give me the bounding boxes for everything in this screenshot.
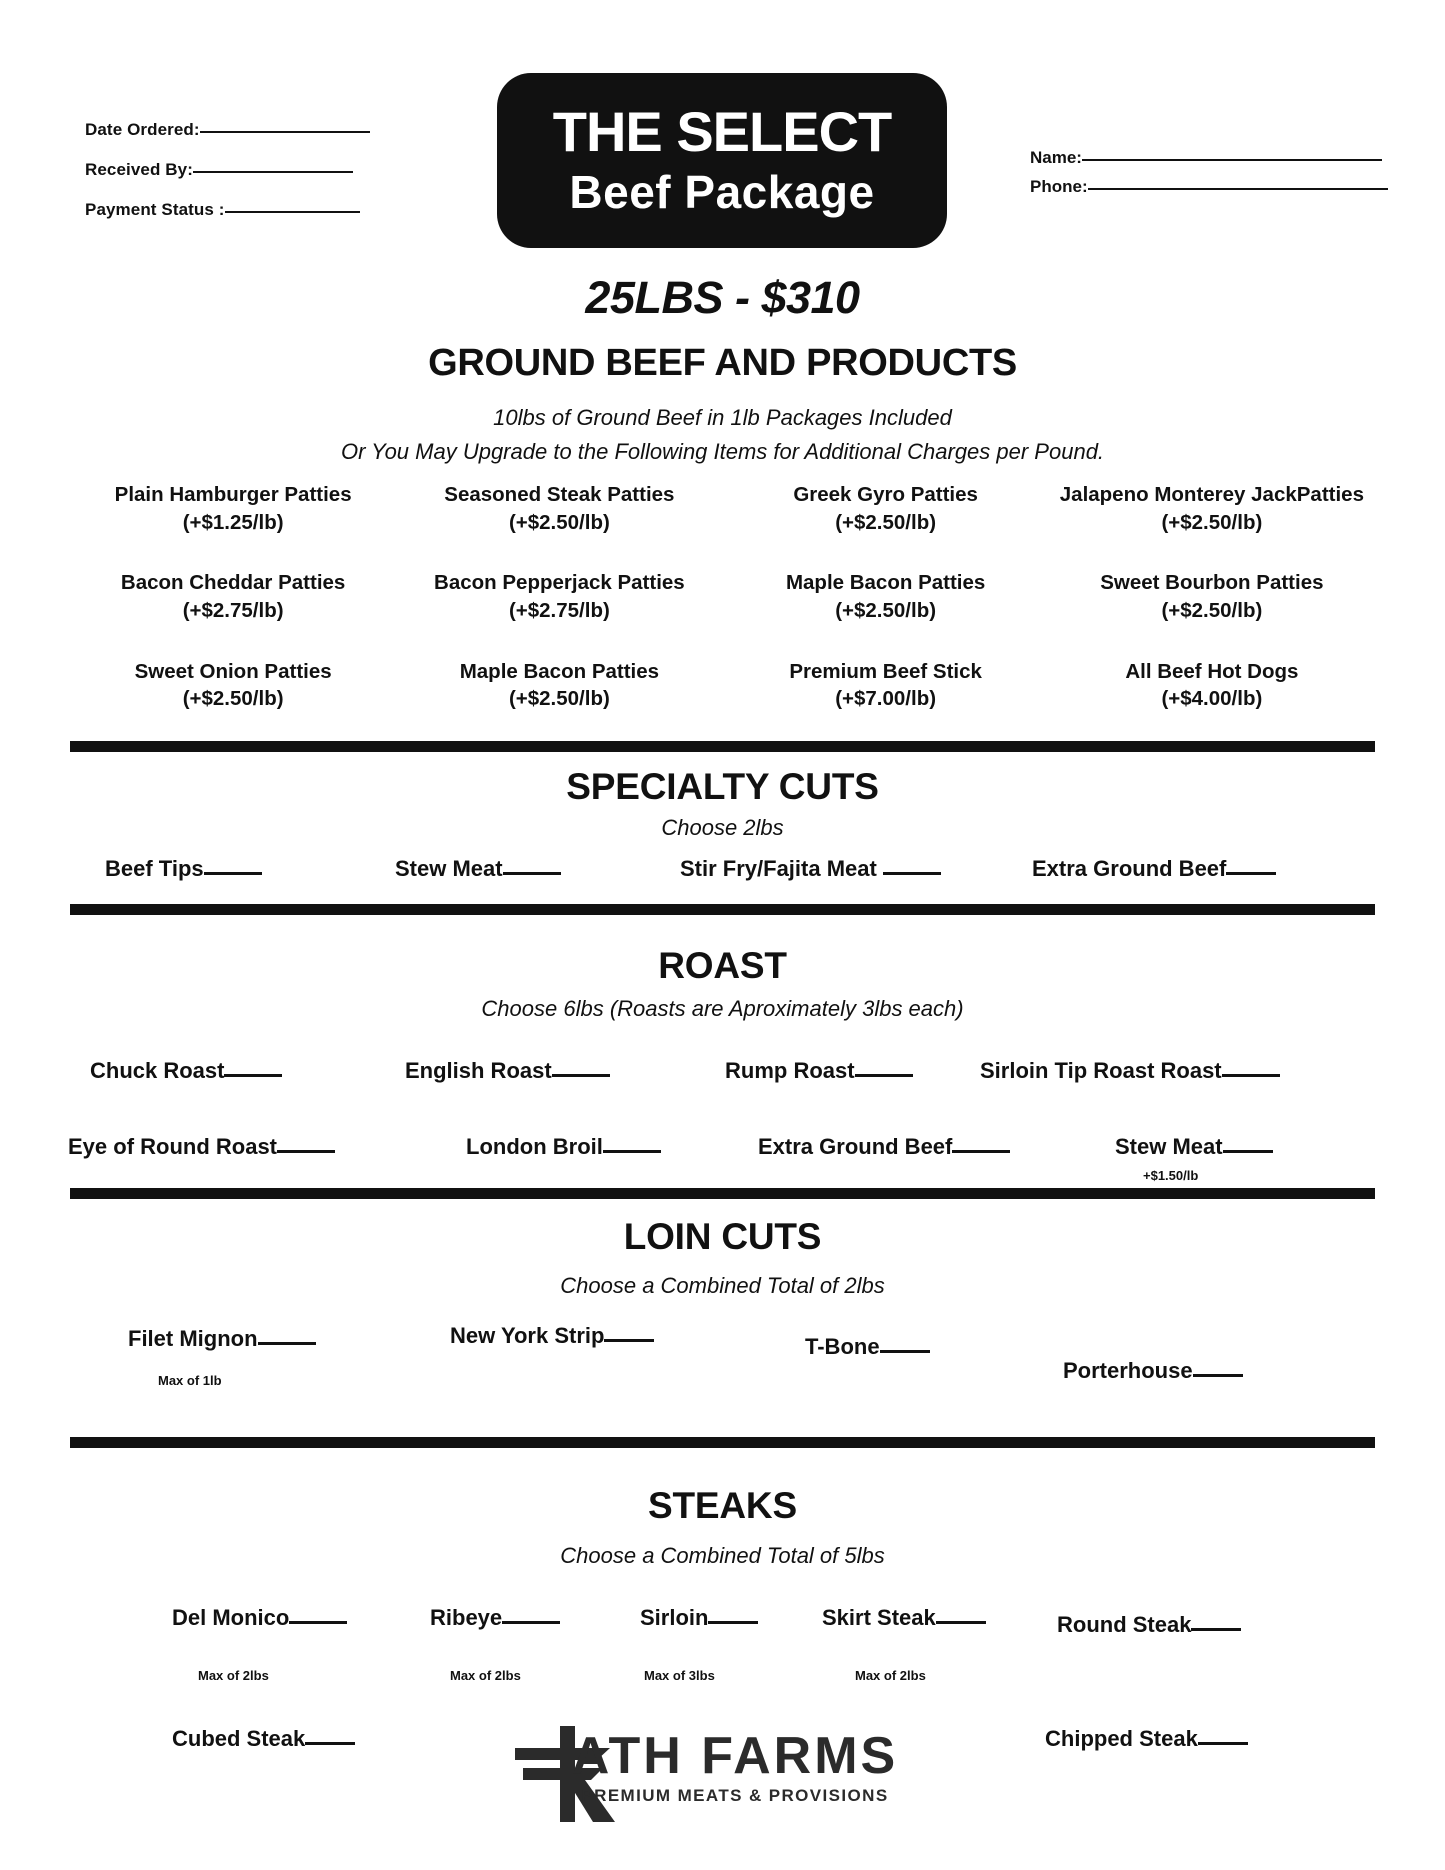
payment-status-blank[interactable] [225,211,360,213]
option-label: Sirloin Tip Roast Roast [980,1058,1222,1083]
option-porterhouse[interactable] [1063,1358,1243,1384]
option-blank[interactable] [224,1074,282,1077]
option-ribeye[interactable] [430,1605,560,1631]
option-beef-tips[interactable] [105,856,262,882]
received-by-field[interactable] [85,160,425,180]
filet-mignon-max-note: Max of 1lb [158,1373,222,1388]
patty-price: (+$2.50/lb) [1161,598,1263,622]
option-filet-mignon[interactable] [128,1326,316,1352]
option-label: London Broil [466,1134,603,1159]
badge-line-2: Beef Package [569,165,875,218]
patty-price: (+$2.50/lb) [508,687,610,711]
skirt-steak-max-note: Max of 2lbs [855,1668,926,1683]
option-blank[interactable] [502,1621,560,1624]
patty-option[interactable] [1049,482,1375,537]
option-label: English Roast [405,1058,552,1083]
option-sirloin[interactable] [640,1605,758,1631]
stew-meat-upcharge-note: +$1.50/lb [1143,1168,1199,1183]
option-stew-meat[interactable] [1115,1134,1273,1160]
patty-name: Greek Gyro Patties [793,483,978,506]
patty-option[interactable] [70,482,396,537]
loin-cuts-sub: Choose a Combined Total of 2lbs [560,1273,885,1298]
patty-name: Maple Bacon Patties [459,659,660,683]
option-blank[interactable] [880,1350,930,1353]
date-ordered-blank[interactable] [200,131,370,133]
ground-beef-heading: GROUND BEEF AND PRODUCTS [428,342,1017,384]
option-blank[interactable] [258,1342,316,1345]
option-label: Stew Meat [1115,1134,1223,1159]
name-field[interactable] [1030,148,1420,168]
patty-option[interactable] [396,570,722,625]
phone-field[interactable] [1030,177,1420,197]
patty-name: Sweet Onion Patties [134,659,332,683]
section-divider [70,904,1375,915]
option-stew-meat[interactable] [395,856,561,882]
option-blank[interactable] [952,1150,1010,1153]
option-blank[interactable] [1191,1628,1241,1631]
patty-price: (+$2.50/lb) [508,510,610,534]
option-blank[interactable] [277,1150,335,1153]
option-label: Eye of Round Roast [68,1134,278,1159]
option-label: New York Strip [450,1323,605,1348]
patty-name: Seasoned Steak Patties [444,483,675,506]
option-blank[interactable] [1226,872,1276,875]
ribeye-max-note: Max of 2lbs [450,1668,521,1683]
option-rump-roast[interactable] [725,1058,913,1084]
del-monico-max-note: Max of 2lbs [198,1668,269,1683]
option-extra-ground-beef[interactable] [1032,856,1276,882]
patty-name: Bacon Cheddar Patties [120,571,346,595]
option-chuck-roast[interactable] [90,1058,282,1084]
name-label: Name: [1030,148,1082,167]
patty-option[interactable] [1049,570,1375,625]
patty-price: (+$7.00/lb) [835,687,937,711]
patties-grid [70,482,1375,714]
option-label: Del Monico [172,1605,290,1630]
patty-option[interactable] [70,570,396,625]
option-extra-ground-beef[interactable] [758,1134,1010,1160]
option-label: Round Steak [1057,1612,1192,1637]
package-price: 25LBS - $310 [585,272,860,323]
patty-option[interactable] [723,659,1049,714]
option-label: Sirloin [640,1605,709,1630]
logo-tagline: PREMIUM MEATS & PROVISIONS [581,1786,889,1805]
patty-price: (+$4.00/lb) [1161,687,1263,711]
option-chipped-steak[interactable] [1045,1726,1248,1752]
option-label: Stir Fry/Fajita Meat [680,856,883,881]
logo-wordmark: ATH FARMS [571,1727,899,1785]
option-round-steak[interactable] [1057,1612,1241,1638]
badge-line-1: THE SELECT [552,99,892,163]
option-blank[interactable] [708,1621,758,1624]
section-divider [70,1437,1375,1448]
patty-name: Bacon Pepperjack Patties [434,571,685,595]
option-blank[interactable] [1193,1374,1243,1377]
date-ordered-label: Date Ordered: [85,120,200,139]
received-by-label: Received By: [85,160,193,179]
patty-option[interactable] [396,659,722,714]
patty-name: All Beef Hot Dogs [1125,659,1299,683]
option-english-roast[interactable] [405,1058,610,1084]
specialty-cuts-heading: SPECIALTY CUTS [566,766,879,807]
option-label: Extra Ground Beef [1032,856,1227,881]
option-label: Filet Mignon [128,1326,258,1351]
option-blank[interactable] [1222,1074,1280,1077]
option-eye-of-round-roast[interactable] [68,1134,335,1160]
ground-beef-sub-1: 10lbs of Ground Beef in 1lb Packages Included [493,405,952,430]
option-blank[interactable] [855,1074,913,1077]
patty-option[interactable] [723,482,1049,537]
option-blank[interactable] [503,872,561,875]
patty-price: (+$2.75/lb) [182,598,284,622]
option-blank[interactable] [305,1742,355,1745]
roast-heading: ROAST [658,945,787,986]
option-blank[interactable] [883,872,941,875]
patty-price: (+$2.75/lb) [508,598,610,622]
loin-cuts-heading: LOIN CUTS [623,1216,822,1257]
option-label: Ribeye [430,1605,503,1630]
payment-status-label: Payment Status : [85,200,225,219]
option-t-bone[interactable] [805,1334,930,1360]
option-stir-fry-fajita-meat[interactable] [680,856,941,882]
steaks-sub: Choose a Combined Total of 5lbs [560,1543,885,1568]
payment-status-field[interactable] [85,200,425,220]
option-cubed-steak[interactable] [172,1726,355,1752]
phone-label: Phone: [1030,177,1088,196]
option-del-monico[interactable] [172,1605,347,1631]
option-label: Chipped Steak [1045,1726,1198,1751]
patty-price: (+$1.25/lb) [182,510,284,534]
option-london-broil[interactable] [466,1134,661,1160]
option-blank[interactable] [1223,1150,1273,1153]
option-blank[interactable] [1198,1742,1248,1745]
date-ordered-field[interactable] [85,120,425,140]
patty-name: Maple Bacon Patties [785,571,986,595]
option-label: Beef Tips [105,856,204,881]
option-label: T-Bone [805,1334,880,1359]
patty-option[interactable] [1049,659,1375,714]
option-new-york-strip[interactable] [450,1323,654,1349]
option-label: Extra Ground Beef [758,1134,953,1159]
steaks-heading: STEAKS [648,1485,797,1526]
patty-name: Plain Hamburger Patties [114,483,352,506]
option-sirloin-tip-roast[interactable] [980,1058,1280,1084]
specialty-cuts-sub: Choose 2lbs [661,815,784,840]
option-label: Cubed Steak [172,1726,306,1751]
name-blank[interactable] [1082,159,1382,161]
ground-beef-sub-2: Or You May Upgrade to the Following Items for Additional Charges per Pound. [340,439,1105,464]
sirloin-max-note: Max of 3lbs [644,1668,715,1683]
phone-blank[interactable] [1088,188,1388,190]
option-blank[interactable] [603,1150,661,1153]
option-blank[interactable] [289,1621,347,1624]
option-label: Stew Meat [395,856,503,881]
patty-price: (+$2.50/lb) [835,598,937,622]
received-by-blank[interactable] [193,171,353,173]
package-title-badge [497,73,947,248]
patty-name: Sweet Bourbon Patties [1100,571,1324,595]
customer-meta-right [1030,148,1420,206]
option-label: Skirt Steak [822,1605,936,1630]
patty-name: Jalapeno Monterey JackPatties [1059,483,1364,506]
option-label: Chuck Roast [90,1058,225,1083]
option-blank[interactable] [604,1339,654,1342]
section-divider [70,1188,1375,1199]
patty-name: Premium Beef Stick [789,659,982,683]
patty-price: (+$2.50/lb) [835,510,937,534]
patty-price: (+$2.50/lb) [182,687,284,711]
patty-option[interactable] [723,570,1049,625]
patty-option[interactable] [70,659,396,714]
option-blank[interactable] [204,872,262,875]
section-divider [70,741,1375,752]
option-skirt-steak[interactable] [822,1605,986,1631]
patty-option[interactable] [396,482,722,537]
option-label: Porterhouse [1063,1358,1193,1383]
roast-sub: Choose 6lbs (Roasts are Aproximately 3lbs each) [481,996,964,1021]
patty-price: (+$2.50/lb) [1161,510,1263,534]
option-blank[interactable] [552,1074,610,1077]
option-blank[interactable] [936,1621,986,1624]
order-meta-left [85,120,425,240]
rath-farms-logo [500,1727,970,1806]
option-label: Rump Roast [725,1058,855,1083]
